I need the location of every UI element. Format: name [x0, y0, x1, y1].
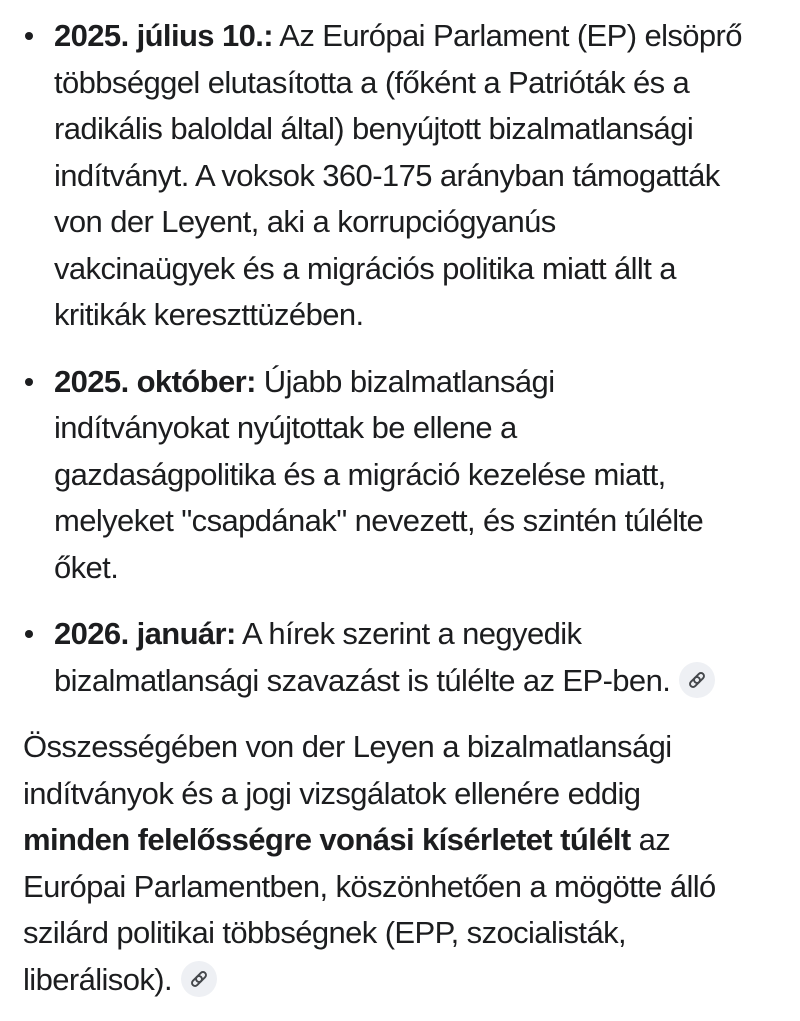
text-segment: gazdaságpolitika és a migráció kezelése miatt,	[54, 456, 666, 492]
bullet-dot	[25, 630, 33, 638]
text-segment: Az Európai Parlament (EP) elsöprő	[272, 18, 742, 53]
bold-text-segment: 2025. július 10.:	[54, 18, 273, 53]
text-line	[54, 246, 772, 293]
block-text	[23, 724, 772, 1003]
text-line	[54, 13, 772, 60]
text-line	[23, 724, 772, 771]
text-segment: A hírek szerint a negyedik	[235, 616, 582, 651]
text-segment: őket.	[54, 549, 119, 585]
text-line	[23, 771, 772, 818]
text-line	[23, 817, 772, 864]
source-link-button[interactable]	[679, 662, 715, 698]
text-segment: indítványok és a jogi vizsgálatok ellenére eddig	[23, 775, 641, 811]
list-item	[23, 13, 772, 339]
summary-paragraph	[23, 724, 772, 1003]
bold-text-segment: 2026. január:	[54, 616, 236, 651]
text-segment: többséggel elutasította a (főként a Patrióták és a	[54, 64, 690, 100]
link-chain-icon	[188, 968, 210, 990]
block-text	[54, 359, 772, 592]
bullet-dot	[25, 32, 33, 40]
text-line	[54, 106, 772, 153]
text-line	[23, 864, 772, 911]
text-line	[54, 498, 772, 545]
source-link-button[interactable]	[181, 961, 217, 997]
text-segment: liberálisok).	[23, 961, 172, 997]
text-line	[54, 199, 772, 246]
link-chain-icon	[686, 669, 708, 691]
text-line	[54, 359, 772, 406]
text-segment: indítványokat nyújtottak be ellene a	[54, 410, 517, 445]
text-segment: melyeket "csapdának" nevezett, és szintén túlélte	[54, 503, 704, 538]
text-line	[54, 452, 772, 499]
text-segment: von der Leyent, aki a korrupciógyanús	[54, 204, 556, 239]
block-text	[54, 611, 772, 704]
text-line	[54, 153, 772, 200]
text-segment: Újabb bizalmatlansági	[255, 363, 555, 399]
text-line	[23, 957, 772, 1004]
text-line	[54, 405, 772, 452]
text-line	[54, 60, 772, 107]
text-line	[54, 545, 772, 592]
bold-text-segment: 2025. október:	[54, 363, 256, 399]
text-segment: szilárd politikai többségnek (EPP, szocialisták,	[23, 915, 626, 950]
text-line	[23, 910, 772, 957]
text-line	[54, 658, 772, 705]
bold-text-segment: minden felelősségre vonási kísérletet túlélt	[23, 822, 631, 857]
text-segment: Európai Parlamentben, köszönhetően a mögötte álló	[23, 868, 716, 904]
text-line	[54, 292, 772, 339]
text-line	[54, 611, 772, 658]
text-segment: kritikák kereszttüzében.	[54, 297, 364, 332]
block-text	[54, 13, 772, 339]
text-segment: az	[630, 822, 671, 857]
list-item	[23, 359, 772, 592]
bullet-dot	[25, 378, 33, 386]
text-segment: Összességében von der Leyen a bizalmatlansági	[23, 729, 672, 764]
text-segment: radikális baloldal által) benyújtott bizalmatlansági	[54, 111, 694, 146]
text-segment: indítványt. A voksok 360-175 arányban támogatták	[54, 157, 720, 193]
list-item	[23, 611, 772, 704]
text-segment: vakcinaügyek és a migrációs politika miatt állt a	[54, 250, 676, 286]
text-segment: bizalmatlansági szavazást is túlélte az EP-ben.	[54, 662, 671, 698]
